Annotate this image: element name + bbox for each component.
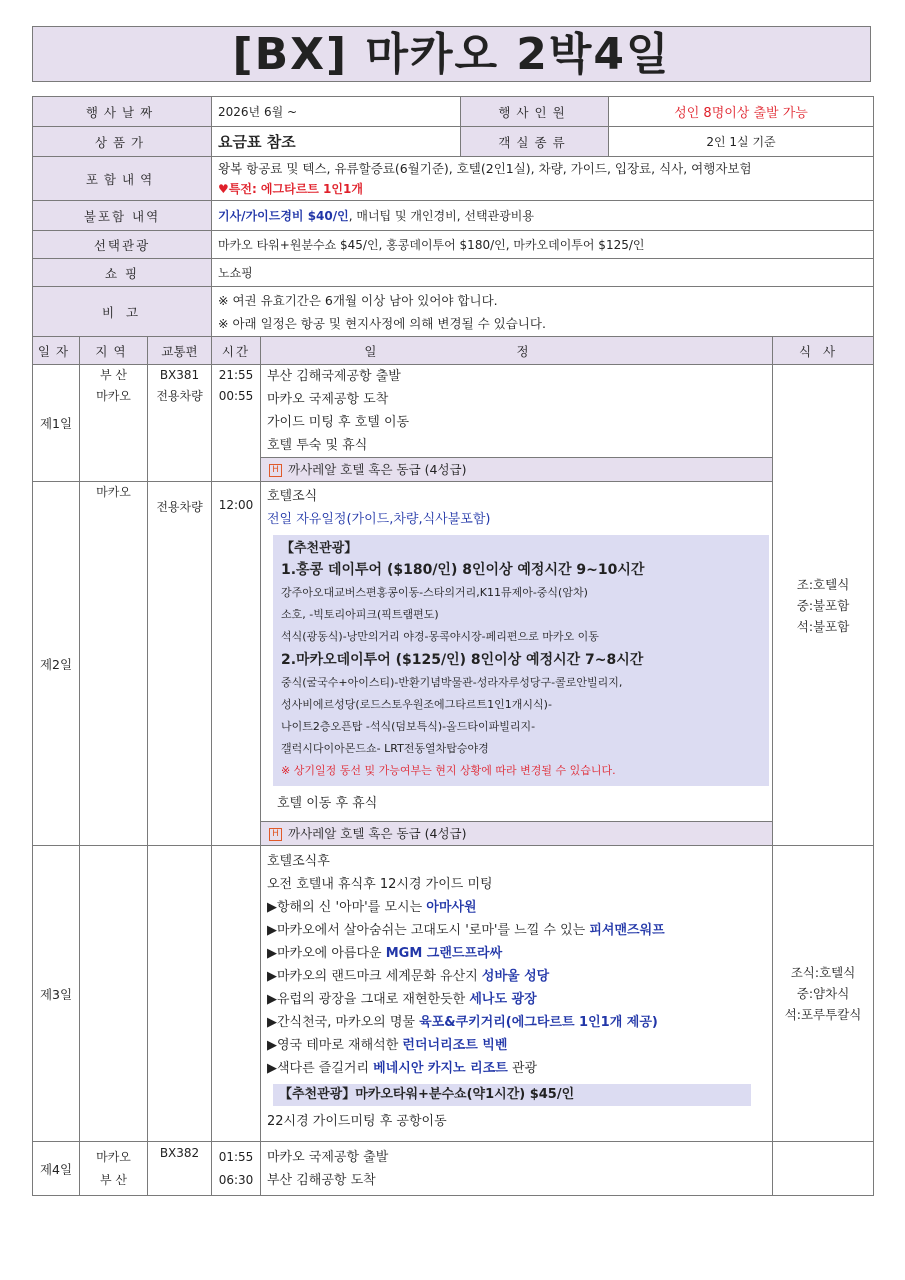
note-value	[212, 287, 874, 337]
people-value: 성인 8명이상 출발 가능	[609, 97, 874, 127]
day1-transport	[148, 365, 212, 482]
exclude-bold: 기사/가이드경비 $40/인	[218, 209, 349, 223]
day3-line-1: 호텔조식후	[267, 854, 330, 869]
day4-place-2: 부 산	[100, 1172, 127, 1187]
day3-place	[80, 846, 148, 1142]
room-label: 객실종류	[461, 127, 609, 157]
day4-place	[80, 1142, 148, 1196]
col-time: 시간	[212, 337, 261, 365]
day2-meal-1: 조:호텔식	[796, 576, 850, 592]
day3-item-text: ▶유럽의 광장을 그대로 재현한듯한	[267, 992, 470, 1007]
day4-row	[33, 1142, 874, 1196]
day3-item-bold: 세나도 광장	[469, 992, 537, 1007]
day1-line: 가이드 미팅 후 호텔 이동	[267, 415, 410, 430]
note-label: 비 고	[33, 287, 212, 337]
day2-hotel	[261, 821, 772, 845]
day1-place-1: 부 산	[100, 368, 127, 382]
day2-line-2: 전일 자유일정(가이드,차량,식사불포함)	[267, 512, 491, 527]
day3-item-text: ▶색다른 즐길거리	[267, 1061, 374, 1076]
day3-schedule	[261, 846, 773, 1142]
day3-meal-1: 조식:호텔식	[790, 965, 856, 980]
day3-item	[267, 1057, 766, 1080]
day1-line: 호텔 투숙 및 휴식	[267, 438, 368, 453]
day3-item-bold: 피셔맨즈워프	[589, 923, 665, 938]
day3-item-text: ▶마카오에서 살아숨쉬는 고대도시 '로마'를 느낄 수 있는	[267, 923, 590, 938]
day1-hotel	[261, 457, 772, 481]
day3-recommend: 【추천관광】마카오타워+분수쇼(약1시간) $45/인	[273, 1084, 751, 1106]
day1-place	[80, 365, 148, 482]
day2-recommend-box	[273, 535, 769, 786]
include-label: 포함내역	[33, 157, 212, 201]
shopping-label: 쇼 핑	[33, 259, 212, 287]
day2-schedule	[261, 482, 773, 846]
tour1-line: 강주아오대교버스편홍콩이동-스타의거리,K11뮤제아-중식(암차)	[281, 586, 588, 599]
day2-row	[33, 482, 874, 846]
day3-time	[212, 846, 261, 1142]
day1-line: 부산 김해국제공항 출발	[267, 369, 401, 384]
day2-meal-3: 석:불포함	[796, 618, 850, 634]
date-value: 2026년 6월 ~	[212, 97, 461, 127]
day4-line-1: 마카오 국제공항 출발	[267, 1149, 389, 1165]
day3-item-bold: MGM 그랜드프라싸	[385, 946, 503, 961]
day4-label: 제4일	[33, 1142, 80, 1196]
tour2-line: 중식(굴국수+아이스티)-반환기념박물관-성라자루성당구-콜로안빌리지,	[281, 676, 623, 689]
day3-item-text: ▶영국 테마로 재해석한	[267, 1038, 403, 1053]
info-row-date	[33, 97, 874, 127]
tour2-line: 성사비에르성당(로드스토우원조에그타르트1인1개시식)-	[281, 698, 552, 711]
tour1-line: 석식(광동식)-낭만의거리 야경-몽콕야시장-페리편으로 마카오 이동	[281, 630, 599, 643]
exclude-value	[212, 201, 874, 231]
day4-time-1: 01:55	[218, 1149, 254, 1164]
people-label: 행사인원	[461, 97, 609, 127]
rec-title: 【추천관광】	[281, 541, 358, 556]
info-row-note	[33, 287, 874, 337]
option-label: 선택관광	[33, 231, 212, 259]
col-day: 일자	[33, 337, 80, 365]
exclude-rest: , 매너팁 및 개인경비, 선택관광비용	[348, 209, 534, 223]
price-label: 상품가	[33, 127, 212, 157]
tour2-title: 2.마카오데이투어 ($125/인) 8인이상 예정시간 7~8시간	[281, 652, 644, 668]
day1-time-2: 00:55	[218, 389, 254, 403]
day1-schedule	[261, 365, 773, 482]
col-meal: 식사	[773, 337, 874, 365]
hotel-icon: H	[269, 464, 282, 477]
tour2-line: 갤럭시다이아몬드쇼- LRT전동열차탑승야경	[281, 742, 489, 755]
day2-time: 12:00	[212, 482, 261, 846]
day3-item-text: ▶마카오의 랜드마크 세계문화 유산지	[267, 969, 482, 984]
day3-item	[267, 1034, 766, 1057]
day2-line-end: 호텔 이동 후 휴식	[277, 796, 378, 811]
day2-place: 마카오	[80, 482, 148, 846]
info-row-exclude	[33, 201, 874, 231]
day1-time	[212, 365, 261, 482]
day3-item	[267, 896, 766, 919]
day4-place-1: 마카오	[96, 1149, 131, 1164]
day1-place-2: 마카오	[96, 389, 131, 403]
day3-item-bold: 아마사원	[426, 900, 477, 915]
day3-transport	[148, 846, 212, 1142]
info-row-price	[33, 127, 874, 157]
col-place: 지역	[80, 337, 148, 365]
day3-item-text: ▶간식천국, 마카오의 명물	[267, 1015, 420, 1030]
note-line-1: ※ 여권 유효기간은 6개월 이상 남아 있어야 합니다.	[218, 292, 498, 308]
tour1-line: 소호, -빅토리아피크(픽트램편도)	[281, 608, 439, 621]
day2-transport: 전용차량	[148, 482, 212, 846]
day3-item	[267, 988, 766, 1011]
day4-line-2: 부산 김해공항 도착	[267, 1172, 376, 1188]
option-value: 마카오 타워+원분수쇼 $45/인, 홍콩데이투어 $180/인, 마카오데이투어 $125/인	[212, 231, 874, 259]
day3-item-bold: 육포&쿠키거리(에그타르트 1인1개 제공)	[419, 1015, 658, 1030]
day3-label: 제3일	[33, 846, 80, 1142]
date-label: 행사날짜	[33, 97, 212, 127]
day3-row	[33, 846, 874, 1142]
day1-transport-2: 전용차량	[156, 389, 203, 403]
day2-line-1: 호텔조식	[267, 489, 318, 504]
day3-line-2: 오전 호텔내 휴식후 12시경 가이드 미팅	[267, 877, 493, 892]
exclude-label: 불포함 내역	[33, 201, 212, 231]
day3-meal	[773, 846, 874, 1142]
room-value: 2인 1실 기준	[609, 127, 874, 157]
day3-item-text: ▶마카오에 아름다운	[267, 946, 386, 961]
day2-hotel-text: 까사레알 호텔 혹은 동급 (4성급)	[288, 826, 467, 841]
day3-item-bold: 성바울 성당	[481, 969, 550, 984]
info-row-shopping	[33, 259, 874, 287]
day2-label: 제2일	[33, 482, 80, 846]
note-line-2: ※ 아래 일정은 항공 및 현지사정에 의해 변경될 수 있습니다.	[218, 315, 546, 331]
col-schedule: 일정	[261, 337, 773, 365]
day1-row	[33, 365, 874, 482]
day4-meal	[773, 1142, 874, 1196]
day4-transport: BX382	[148, 1142, 212, 1196]
price-value: 요금표 참조	[212, 127, 461, 157]
day2-meal	[773, 365, 874, 846]
include-text: 왕복 항공료 및 텍스, 유류할증료(6월기준), 호텔(2인1실), 차량, 가이드, 입장료, 식사, 여행자보험	[218, 160, 752, 176]
day1-hotel-text: 까사레알 호텔 혹은 동급 (4성급)	[288, 462, 467, 477]
day1-line: 마카오 국제공항 도착	[267, 392, 389, 407]
include-value	[212, 157, 874, 201]
hotel-icon: H	[269, 828, 282, 841]
itinerary-table	[32, 96, 874, 1196]
include-special: ♥특전: 에그타르트 1인1개	[218, 181, 363, 196]
day2-meal-2: 중:불포함	[796, 597, 850, 613]
day3-meal-2: 중:얌차식	[796, 986, 850, 1001]
rec-note: ※ 상기일정 동선 및 가능여부는 현지 상황에 따라 변경될 수 있습니다.	[281, 764, 616, 777]
day4-time-2: 06:30	[218, 1172, 254, 1187]
day3-item	[267, 1011, 766, 1034]
day4-time	[212, 1142, 261, 1196]
day3-item	[267, 965, 766, 988]
info-row-include	[33, 157, 874, 201]
tour2-line: 나이트2층오픈탑 -석식(덤보특식)-올드타이파빌리지-	[281, 720, 536, 733]
tour1-title: 1.홍콩 데이투어 ($180/인) 8인이상 예정시간 9~10시간	[281, 562, 645, 578]
day3-item-tail: 관광	[507, 1061, 538, 1076]
day3-item-bold: 베네시안 카지노 리조트	[373, 1061, 508, 1076]
day1-time-1: 21:55	[218, 368, 254, 382]
day3-line-end: 22시경 가이드미팅 후 공항이동	[267, 1114, 447, 1129]
day3-item	[267, 942, 766, 965]
schedule-header-row	[33, 337, 874, 365]
day3-item-text: ▶항해의 신 '아마'를 모시는	[267, 900, 427, 915]
info-row-option	[33, 231, 874, 259]
page-title: [BX] 마카오 2박4일	[32, 26, 871, 82]
day1-label: 제1일	[33, 365, 80, 482]
day3-meal-3: 석:포루투칼식	[784, 1007, 862, 1022]
day3-item-bold: 런더너리조트 빅벤	[402, 1038, 508, 1053]
day3-item	[267, 919, 766, 942]
col-transport: 교통편	[148, 337, 212, 365]
shopping-value: 노쇼핑	[212, 259, 874, 287]
day1-transport-1: BX381	[159, 368, 200, 382]
day4-schedule	[261, 1142, 773, 1196]
